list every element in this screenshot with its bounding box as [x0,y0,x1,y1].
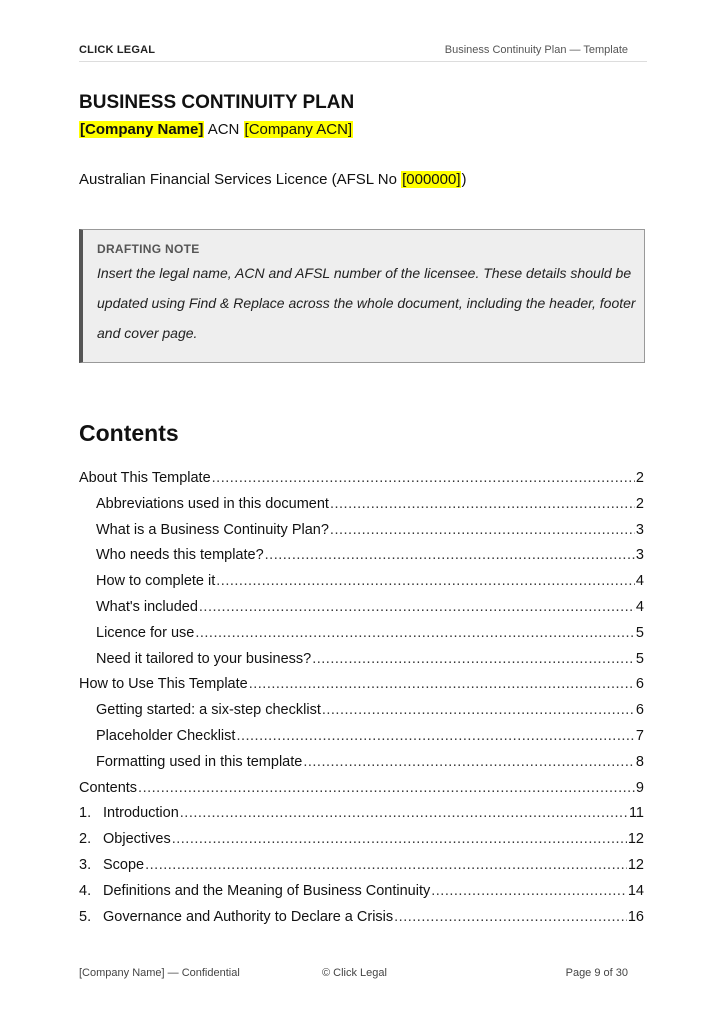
afsl-line [79,170,466,190]
afsl-number-placeholder: [000000] [402,171,461,188]
toc-dot-leader [249,672,635,698]
toc-entry[interactable] [79,621,644,647]
toc-entry-title: Licence for use [96,624,195,641]
toc-entry[interactable] [79,801,644,827]
table-of-contents [79,466,644,930]
toc-entry-page: 14 [627,882,644,899]
toc-entry[interactable] [79,543,644,569]
toc-entry-number: 2. [79,831,92,848]
footer-copyright: © Click Legal [322,967,387,979]
toc-entry-page: 9 [635,779,644,796]
toc-dot-leader [145,853,627,879]
toc-entry-title: What is a Business Continuity Plan? [96,521,329,538]
toc-entry-page: 8 [635,753,644,770]
toc-entry[interactable] [79,647,644,673]
toc-entry-title: What's included [96,598,198,615]
toc-entry[interactable] [79,776,644,802]
toc-entry[interactable] [79,698,644,724]
toc-entry-title: Formatting used in this template [96,753,303,770]
toc-dot-leader [212,466,635,492]
toc-entry-page: 12 [627,856,644,873]
toc-entry-title: Need it tailored to your business? [96,650,312,667]
toc-entry-page: 16 [627,908,644,925]
toc-entry-page: 4 [635,573,644,590]
toc-dot-leader [330,518,635,544]
toc-entry[interactable] [79,879,644,905]
toc-entry-page: 7 [635,727,644,744]
footer-page-number: Page 9 of 30 [565,967,628,979]
toc-dot-leader [322,698,635,724]
toc-entry[interactable] [79,724,644,750]
toc-entry-title: Contents [79,779,138,796]
toc-entry[interactable] [79,518,644,544]
header-document-title: Business Continuity Plan — Template [444,44,628,56]
acn-label: ACN [207,121,240,138]
toc-entry-page: 2 [635,470,644,486]
toc-entry-title: Objectives [103,831,171,848]
page-header [79,41,647,62]
toc-entry-page: 2 [635,495,644,512]
toc-entry-title: Definitions and the Meaning of Business Continuity [103,882,431,899]
toc-entry[interactable] [79,595,644,621]
toc-entry-page: 3 [635,521,644,538]
footer-confidential: [Company Name] — Confidential [79,967,240,979]
company-line [79,120,649,140]
toc-entry-page: 5 [635,650,644,667]
toc-entry-page: 5 [635,624,644,641]
toc-entry[interactable] [79,853,644,879]
toc-dot-leader [431,879,627,905]
toc-dot-leader [312,647,635,673]
toc-entry[interactable] [79,827,644,853]
toc-dot-leader [330,492,635,518]
company-name-placeholder: [Company Name] [80,121,204,138]
toc-entry[interactable] [79,569,644,595]
toc-entry-title: Governance and Authority to Declare a Crisis [103,908,394,925]
toc-dot-leader [236,724,634,750]
toc-entry-page: 11 [628,805,644,822]
header-brand: CLICK LEGAL [79,44,156,56]
toc-entry-title: Abbreviations used in this document [96,495,329,512]
toc-entry[interactable] [79,672,644,698]
toc-entry-title: About This Template [79,470,211,486]
toc-entry-page: 6 [635,702,644,719]
toc-entry-number: 1. [79,805,92,822]
toc-entry-title: How to complete it [96,573,216,590]
drafting-note-label: DRAFTING NOTE [97,242,200,256]
toc-entry-title: Getting started: a six-step checklist [96,702,321,719]
toc-entry-title: Scope [103,856,145,873]
toc-entry-title: Introduction [103,805,179,822]
toc-entry[interactable] [79,750,644,776]
toc-entry-page: 3 [635,547,644,564]
afsl-suffix: ) [461,171,467,188]
toc-entry-number: 3. [79,856,92,873]
toc-dot-leader [199,595,635,621]
drafting-note [79,229,645,363]
toc-entry-number: 4. [79,882,92,899]
toc-dot-leader [303,750,635,776]
drafting-note-text: Insert the legal name, ACN and AFSL number of the licensee. These details should be updated using Find & Replace across the whole document, including the header, footer and cover page. [97,265,636,341]
toc-entry-title: Who needs this template? [96,547,264,564]
toc-entry-page: 12 [627,831,644,848]
toc-dot-leader [394,905,627,931]
toc-dot-leader [172,827,627,853]
toc-entry-number: 5. [79,908,92,925]
toc-entry-page: 6 [635,676,644,693]
toc-entry-page: 4 [635,598,644,615]
toc-dot-leader [216,569,635,595]
toc-entry[interactable] [79,905,644,931]
toc-dot-leader [138,776,635,802]
toc-entry-title: How to Use This Template [79,676,248,693]
document-title: BUSINESS CONTINUITY PLAN [79,92,355,113]
contents-heading: Contents [79,420,179,446]
toc-dot-leader [180,801,628,827]
afsl-prefix: Australian Financial Services Licence (AFSL No [79,171,402,188]
toc-dot-leader [265,543,635,569]
company-acn-placeholder: [Company ACN] [244,121,353,138]
toc-entry[interactable] [79,466,644,492]
toc-dot-leader [195,621,635,647]
toc-entry[interactable] [79,492,644,518]
toc-entry-title: Placeholder Checklist [96,727,236,744]
title-block [79,92,649,140]
